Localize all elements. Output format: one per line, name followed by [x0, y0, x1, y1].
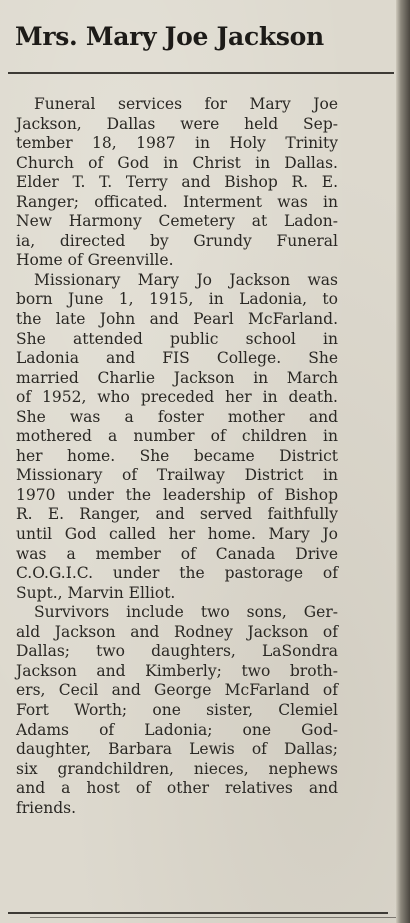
text-line: New Harmony Cemetery at Ladon- [16, 212, 338, 231]
text-line: Funeral services for Mary Joe [34, 95, 338, 113]
text-line: friends. [16, 798, 77, 817]
text-line: Jackson, Dallas were held Sep- [16, 114, 338, 133]
text-line: mothered a number of children in [16, 427, 338, 446]
text-line: tember 18, 1987 in Holy Trinity [16, 134, 338, 153]
text-line: Jackson and Kimberly; two broth- [16, 661, 338, 680]
page-edge-shadow [396, 0, 410, 923]
bottom-rule [8, 912, 388, 914]
text-line: was a member of Canada Drive [16, 544, 338, 563]
paragraph [16, 603, 338, 818]
text-line: of 1952, who preceded her in death. [16, 388, 338, 407]
text-line: Church of God in Christ in Dallas. [16, 153, 338, 172]
text-line: Missionary Mary Jo Jackson was [34, 270, 338, 289]
text-line: born June 1, 1915, in Ladonia, to [16, 290, 338, 309]
bottom-rule-secondary [30, 917, 410, 918]
text-line: 1970 under the leadership of Bishop [16, 485, 338, 504]
text-line: Home of Greenville. [16, 251, 174, 270]
text-line: She was a foster mother and [16, 407, 338, 426]
text-line: Adams of Ladonia; one God- [16, 720, 338, 739]
text-line: Dallas; two daughters, LaSondra [16, 642, 338, 661]
text-line: and a host of other relatives and [16, 779, 338, 798]
text-line: C.O.G.I.C. under the pastorage of [16, 564, 338, 583]
text-line: Supt., Marvin Elliot. [16, 583, 176, 602]
text-line: her home. She became District [16, 446, 338, 465]
text-line: married Charlie Jackson in March [16, 368, 338, 387]
text-line: Missionary of Trailway District in [16, 466, 338, 485]
text-line: six grandchildren, nieces, nephews [16, 759, 338, 778]
text-line: Elder T. T. Terry and Bishop R. E. [16, 173, 338, 192]
text-line: daughter, Barbara Lewis of Dallas; [16, 740, 338, 759]
text-line: Fort Worth; one sister, Clemiel [16, 700, 338, 719]
text-line: R. E. Ranger, and served faithfully [16, 505, 338, 524]
obituary-body [16, 95, 338, 818]
text-line: until God called her home. Mary Jo [16, 525, 338, 544]
text-line: the late John and Pearl McFarland. [16, 310, 338, 329]
text-line: ald Jackson and Rodney Jackson of [16, 622, 338, 641]
text-line: She attended public school in [16, 329, 338, 348]
text-line: Ladonia and FIS College. She [16, 349, 338, 368]
text-line: ers, Cecil and George McFarland of [16, 681, 338, 700]
title-rule [8, 72, 394, 74]
paragraph [16, 95, 338, 271]
obituary-title: Mrs. Mary Joe Jackson [15, 22, 324, 51]
paragraph [16, 271, 338, 603]
text-line: ia, directed by Grundy Funeral [16, 231, 338, 250]
text-line: Survivors include two sons, Ger- [34, 603, 338, 622]
text-line: Ranger; officated. Interment was in [16, 192, 338, 211]
